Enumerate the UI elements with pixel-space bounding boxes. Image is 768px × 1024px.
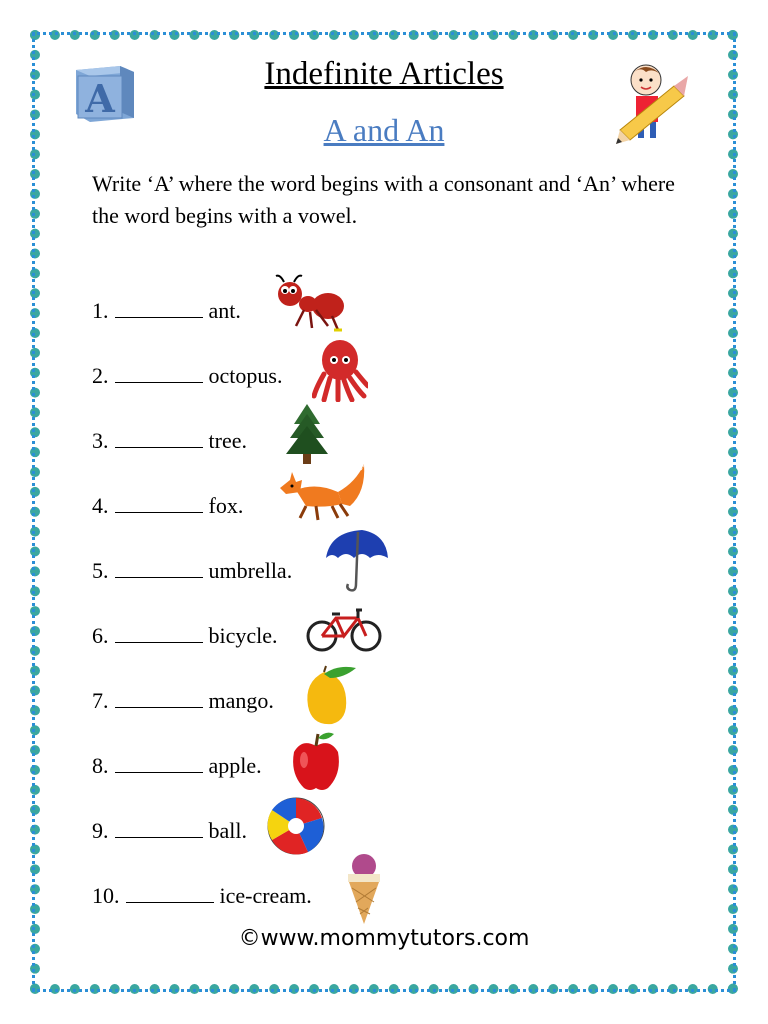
exercise-item [92, 753, 262, 779]
item-word: bicycle. [208, 623, 278, 648]
answer-blank[interactable] [115, 624, 203, 643]
ball-icon [266, 796, 326, 860]
ice-cream-icon [344, 852, 384, 930]
exercise-item [92, 883, 312, 909]
item-word: mango. [208, 688, 274, 713]
answer-blank[interactable] [115, 754, 203, 773]
item-word: umbrella. [208, 558, 293, 583]
bicycle-icon [306, 598, 382, 658]
item-word: tree. [208, 428, 247, 453]
tree-icon [286, 402, 328, 470]
answer-blank[interactable] [115, 494, 203, 513]
answer-blank[interactable] [115, 819, 203, 838]
item-word: ice-cream. [219, 883, 312, 908]
mango-icon [302, 662, 358, 732]
item-number: 7. [92, 688, 109, 713]
exercise-item [92, 688, 274, 714]
item-word: apple. [208, 753, 262, 778]
answer-blank[interactable] [115, 299, 203, 318]
item-number: 9. [92, 818, 109, 843]
page-title: Indefinite Articles [264, 56, 504, 92]
fox-icon [276, 462, 368, 528]
item-number: 2. [92, 363, 109, 388]
answer-blank[interactable] [115, 364, 203, 383]
apple-icon [290, 730, 342, 796]
umbrella-icon [322, 528, 390, 598]
exercise-item [92, 428, 247, 454]
instructions-text: Write ‘A’ where the word begins with a consonant and ‘An’ where the word begins with a vowel. [92, 171, 675, 228]
exercise-item [92, 818, 247, 844]
item-number: 8. [92, 753, 109, 778]
octopus-icon [312, 338, 368, 406]
exercise-item [92, 493, 243, 519]
item-number: 6. [92, 623, 109, 648]
exercise-item [92, 558, 292, 584]
item-word: fox. [208, 493, 244, 518]
exercise-item [92, 363, 282, 389]
exercise-item [92, 298, 241, 324]
svg-text:A: A [85, 76, 115, 121]
answer-blank[interactable] [115, 689, 203, 708]
footer-copyright: ©www.mommytutors.com [238, 926, 530, 951]
item-number: 4. [92, 493, 109, 518]
page-subtitle: A and An [323, 112, 445, 148]
answer-blank[interactable] [115, 559, 203, 578]
item-word: ball. [208, 818, 247, 843]
ant-icon [272, 272, 346, 338]
item-word: ant. [208, 298, 241, 323]
item-number: 1. [92, 298, 109, 323]
answer-blank[interactable] [115, 429, 203, 448]
item-word: octopus. [208, 363, 283, 388]
item-number: 10. [92, 883, 120, 908]
exercise-item [92, 623, 278, 649]
item-number: 5. [92, 558, 109, 583]
item-number: 3. [92, 428, 109, 453]
answer-blank[interactable] [126, 884, 214, 903]
